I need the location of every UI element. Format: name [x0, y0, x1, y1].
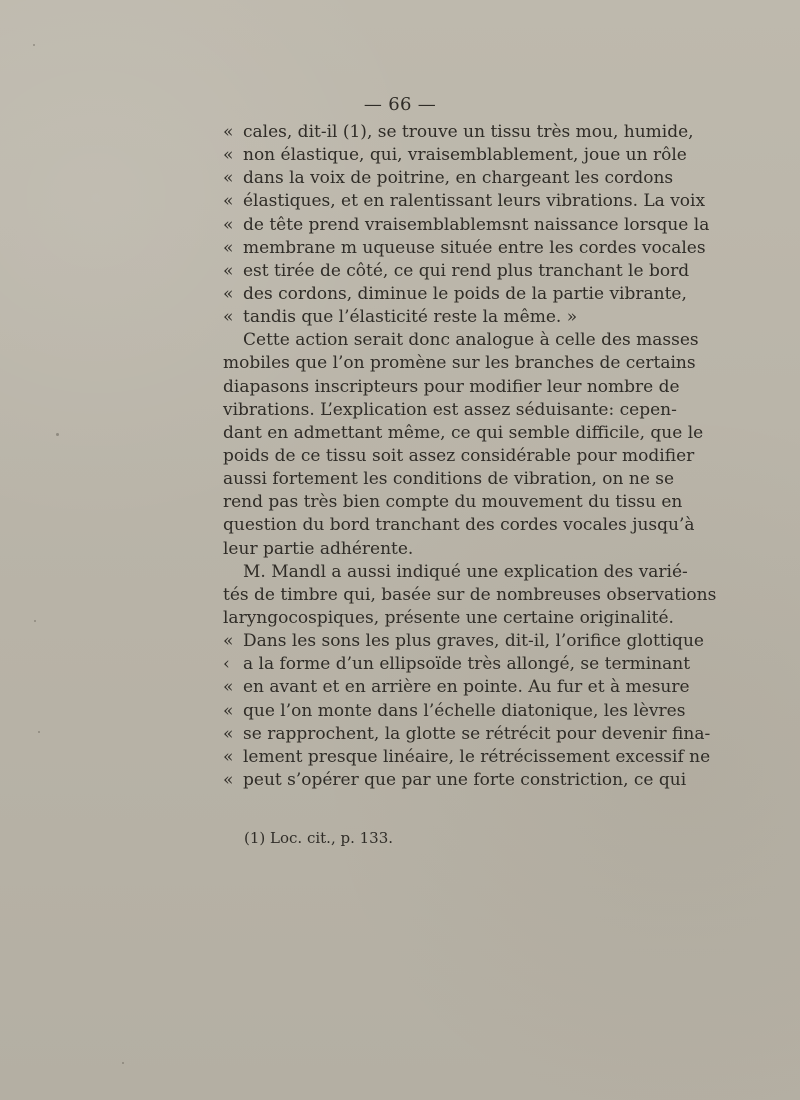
- text-line-content-7: est tirée de côté, ce qui rend plus tranchant le bord: [243, 260, 690, 281]
- text-line-6: [223, 237, 706, 260]
- text-line-28: [223, 746, 711, 769]
- text-line-8: [223, 283, 687, 306]
- text-line-content-21: tés de timbre qui, basée sur de nombreuses observations: [223, 584, 717, 605]
- text-line-content-2: non élastique, qui, vraisemblablement, joue un rôle: [243, 145, 687, 166]
- text-line-content-8: des cordons, diminue le poids de la partie vibrante,: [243, 283, 687, 304]
- text-line-content-15: poids de ce tissu soit assez considérable pour modifier: [223, 445, 695, 466]
- paper-speck: [33, 44, 35, 46]
- quote-mark-1: «: [223, 122, 234, 142]
- paper-speck: [56, 433, 59, 436]
- text-line-3: [223, 167, 674, 190]
- text-line-content-24: a la forme d’un ellipsoïde très allongé, se terminant: [243, 654, 691, 675]
- paper-speck: [34, 620, 36, 622]
- quote-mark-4: «: [223, 191, 234, 212]
- text-line-content-13: vibrations. L’explication est assez séduisante: cepen-: [223, 399, 677, 420]
- text-line-content-18: question du bord tranchant des cordes vocales jusqu’à: [223, 515, 695, 536]
- text-line-18: [223, 514, 695, 537]
- text-line-27: [223, 723, 711, 746]
- text-line-25: [223, 676, 690, 699]
- quote-mark-8: «: [223, 283, 234, 304]
- text-line-content-1: cales, dit-il (1), se trouve un tissu très mou, humide,: [243, 122, 694, 142]
- text-line-content-19: leur partie adhérente.: [223, 538, 414, 559]
- text-line-20: [223, 561, 688, 584]
- text-line-26: [223, 700, 686, 723]
- text-line-21: [223, 584, 717, 607]
- paper-speck: [38, 731, 40, 733]
- text-line-content-16: aussi fortement les conditions de vibration, on ne se: [223, 469, 675, 490]
- text-line-content-27: se rapprochent, la glotte se rétrécit pour devenir fina-: [243, 723, 711, 744]
- paper-speck: [122, 1062, 124, 1064]
- quote-mark-9: «: [223, 307, 234, 328]
- text-line-content-9: tandis que l’élasticité reste la même. »: [243, 307, 578, 328]
- text-line-content-17: rend pas très bien compte du mouvement du tissu en: [223, 492, 683, 513]
- text-line-content-6: membrane m uqueuse située entre les cordes vocales: [243, 237, 706, 258]
- quote-mark-26: «: [223, 700, 234, 721]
- text-line-content-26: que l’on monte dans l’échelle diatonique, les lèvres: [243, 700, 686, 721]
- text-line-2: [223, 144, 687, 167]
- body-text: [223, 121, 717, 792]
- text-line-11: [223, 352, 696, 375]
- text-line-9: [223, 306, 668, 329]
- text-line-4: [223, 190, 706, 213]
- text-line-content-12: diapasons inscripteurs pour modifier leur nombre de: [223, 376, 680, 397]
- text-line-15: [223, 445, 695, 468]
- page-number: — 66 —: [363, 94, 437, 115]
- text-line-14: [223, 422, 704, 445]
- quote-mark-3: «: [223, 168, 234, 189]
- text-line-content-25: en avant et en arrière en pointe. Au fur et à mesure: [243, 677, 690, 698]
- text-line-19: [223, 538, 668, 561]
- text-line-12: [223, 376, 680, 399]
- quote-mark-7: «: [223, 260, 234, 281]
- quote-mark-28: «: [223, 746, 234, 767]
- quote-mark-5: «: [223, 214, 234, 235]
- text-line-5: [223, 214, 710, 237]
- quote-mark-23: «: [223, 631, 234, 652]
- text-line-10: [223, 329, 699, 352]
- text-line-29: [223, 769, 687, 792]
- text-line-16: [223, 468, 675, 491]
- text-line-content-4: élastiques, et en ralentissant leurs vibrations. La voix: [243, 191, 706, 212]
- text-line-content-22: laryngocospiques, présente une certaine originalité.: [223, 607, 674, 628]
- quote-mark-2: «: [223, 145, 234, 166]
- quote-mark-27: «: [223, 723, 234, 744]
- text-line-22: [223, 607, 674, 630]
- text-line-24: [223, 653, 691, 676]
- text-line-content-3: dans la voix de poitrine, en chargeant les cordons: [243, 168, 674, 189]
- quote-mark-24: ‹: [223, 654, 230, 675]
- text-line-content-10: Cette action serait donc analogue à celle des masses: [243, 330, 699, 351]
- quote-mark-6: «: [223, 237, 234, 258]
- text-line-content-11: mobiles que l’on promène sur les branches de certains: [223, 353, 696, 374]
- text-line-17: [223, 491, 683, 514]
- text-line-content-29: peut s’opérer que par une forte constriction, ce qui: [243, 769, 687, 790]
- text-line-7: [223, 260, 690, 283]
- footnote: (1) Loc. cit., p. 133.: [244, 829, 394, 847]
- quote-mark-29: «: [223, 769, 234, 790]
- text-line-content-28: lement presque linéaire, le rétrécissement excessif ne: [243, 746, 711, 767]
- text-line-13: [223, 399, 677, 422]
- text-line-content-14: dant en admettant même, ce qui semble difficile, que le: [223, 422, 704, 443]
- text-line-1: [223, 121, 694, 144]
- quote-mark-25: «: [223, 677, 234, 698]
- text-line-23: [223, 630, 704, 653]
- text-line-content-23: Dans les sons les plus graves, dit-il, l’orifice glottique: [243, 631, 704, 652]
- text-line-content-5: de tête prend vraisemblablemsnt naissance lorsque la: [243, 214, 710, 235]
- text-line-content-20: M. Mandl a aussi indiqué une explication des varié-: [243, 561, 688, 582]
